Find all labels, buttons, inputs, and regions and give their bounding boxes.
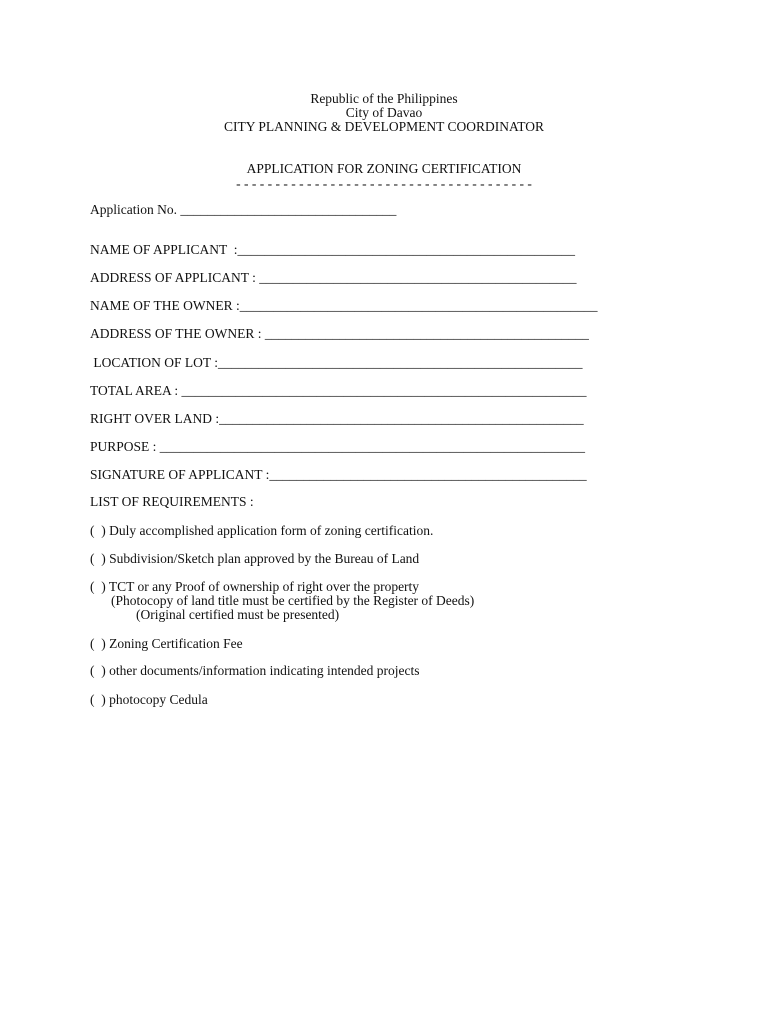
header-city: City of Davao [345,105,423,120]
form-title: APPLICATION FOR ZONING CERTIFICATION [246,161,522,176]
address-of-owner-field: ADDRESS OF THE OWNER : ________________________________________________ [90,326,589,341]
requirement-item: ( ) photocopy Cedula [90,692,208,707]
requirement-note: (Photocopy of land title must be certified by the Register of Deeds) [111,593,475,608]
requirement-item: ( ) Subdivision/Sketch plan approved by the Bureau of Land [90,551,420,566]
purpose-field: PURPOSE : _______________________________________________________________ [90,439,586,454]
header-office: CITY PLANNING & DEVELOPMENT COORDINATOR [224,119,544,134]
title-divider: - - - - - - - - - - - - - - - - - - - - - - - - - - - - - - - - - - - - - - [236,176,532,191]
name-of-owner-field: NAME OF THE OWNER :_____________________________________________________ [90,298,598,313]
requirements-heading: LIST OF REQUIREMENTS : [90,494,254,509]
requirement-item: ( ) Zoning Certification Fee [90,636,243,651]
requirement-item: ( ) Duly accomplished application form of zoning certification. [90,523,434,538]
requirement-item: ( ) other documents/information indicating intended projects [90,663,420,678]
header-republic: Republic of the Philippines [310,91,458,106]
signature-of-applicant-field: SIGNATURE OF APPLICANT :_______________________________________________ [90,467,587,482]
address-of-applicant-field: ADDRESS OF APPLICANT : _______________________________________________ [90,270,577,285]
requirement-note: (Original certified must be presented) [136,607,340,622]
application-no-field: Application No. ________________________________ [90,202,397,217]
location-of-lot-field: LOCATION OF LOT :______________________________________________________ [90,355,583,370]
right-over-land-field: RIGHT OVER LAND :______________________________________________________ [90,411,584,426]
requirement-item: ( ) TCT or any Proof of ownership of right over the property [90,579,420,594]
name-of-applicant-field: NAME OF APPLICANT :__________________________________________________ [90,242,576,257]
total-area-field: TOTAL AREA : ____________________________________________________________ [90,383,587,398]
